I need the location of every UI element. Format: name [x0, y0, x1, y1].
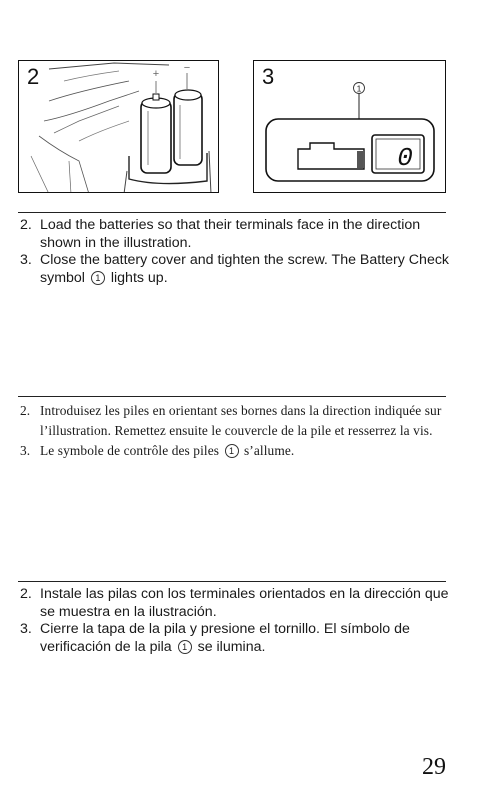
- illustration-load-batteries: [18, 60, 219, 193]
- step-number-3: 3: [262, 64, 275, 89]
- frame-counter-digit: 0: [397, 143, 413, 173]
- page-number: 29: [422, 754, 446, 780]
- section-divider-english: [18, 212, 446, 213]
- callout-number: 1: [356, 83, 362, 94]
- plus-label: +: [152, 68, 160, 80]
- step-number-2: 2: [27, 64, 40, 89]
- section-divider-spanish: [18, 581, 446, 582]
- english-step-3: 3. Close the battery cover and tighten the screw. The Battery Check symbol 1 lights up.: [20, 252, 450, 286]
- french-step-2: 2. Introduisez les piles en orientant ses bornes dans la direction indiquée sur l’illustration. Remettez ensuite le couvercle de la pile et resserrez la vis.: [20, 403, 442, 438]
- spanish-instructions: [20, 586, 450, 656]
- french-step-3: 3. Le symbole de contrôle des piles 1 s’allume.: [20, 443, 295, 458]
- minus-label: −: [183, 62, 191, 74]
- battery-check-symbol-ref: 1: [178, 640, 192, 654]
- english-step-2: 2. Load the batteries so that their terminals face in the direction shown in the illustration.: [20, 217, 421, 251]
- spanish-step-3: 3. Cierre la tapa de la pila y presione el tornillo. El símbolo de verificación de la pila 1 se ilumina.: [20, 621, 410, 655]
- lcd-display-drawing: [254, 61, 446, 193]
- spanish-step-2: 2. Instale las pilas con los terminales orientados en la dirección que se muestra en la ilustración.: [20, 586, 449, 620]
- battery-loading-drawing: [19, 61, 219, 193]
- battery-check-symbol-ref: 1: [225, 444, 239, 458]
- battery-check-symbol-ref: 1: [91, 271, 105, 285]
- illustration-battery-check: [253, 60, 446, 193]
- section-divider-french: [18, 396, 446, 397]
- french-instructions: [20, 401, 450, 461]
- english-instructions: [20, 217, 450, 287]
